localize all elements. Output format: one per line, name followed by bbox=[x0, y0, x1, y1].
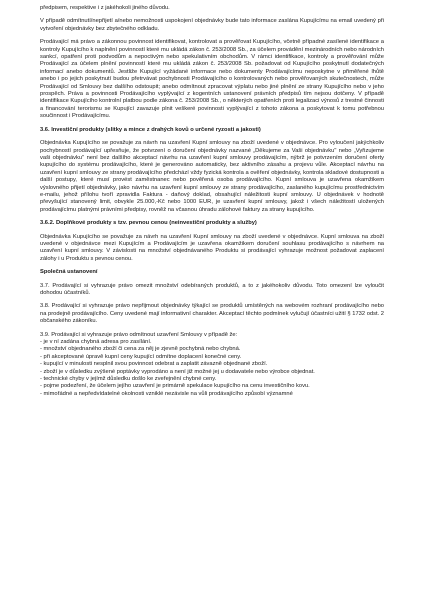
paragraph: 3.8. Prodávající si vyhrazuje právo nepřijmout objednávky týkající se produktů umístěných na webovém rozhraní prodávajícího nebo na prodejně prodávajícího. Ceny uvedené mají informativní charakter. Akceptací těchto podmínek vylučují účastníci užití § 1732 odst. 2 občanského zákoníku. bbox=[40, 303, 384, 325]
section-heading: 3.6. Investiční produkty (slitky a mince z drahých kovů o určené ryzosti a jakosti) bbox=[40, 126, 261, 133]
list-item: - při akceptované úpravě kupní ceny kupující odmítne doplacení konečné ceny. bbox=[40, 353, 242, 360]
section-heading: 3.6.2. Doplňkové produkty s tzv. pevnou cenou (neinvestiční produkty a služby) bbox=[40, 220, 257, 227]
paragraph: předpisem, respektive i z jakéhokoli jiného důvodu. bbox=[40, 5, 170, 11]
paragraph: Prodávající má právo a zákonnou povinnost identifikovat, kontrolovat a prověřovat Kupujícího, včetně případné zasílené identifikace a kontroly Kupujícího k naplnění povinností které mu ukládá zákon č. 253/2008 Sb., za účelem provádění mezinárodních nebo národních sankcí, opatření proti podvodům a nepoctivým nebo spekulativním obchodům. V rámci identifikace, kontroly a prověřování může Prodávající za účelem plnění povinností které mu ukládá zákon č. 253/2008 Sb. požadovat od Kupujícího poskytnutí dodatečných informací anebo dokumentů. Jestliže Kupující vyžádané informace nebo dokumenty Prodávajícímu neposkytne v přiměřené lhůtě anebo i po jejich poskytnutí budou přetrvávat pochybnosti Prodávajícího o kontrolovaných nebo prověřovaných skutečnostech, může Prodávající od Smlouvy bez dalšího odstoupit; anebo odmítnout zpracovat výplatu nebo jiné plnění ze strany Kupujícího nebo v jeho prospěch. Práva a povinnosti Prodávajícího vyplývající z kogentních ustanovení právních předpisů tím nejsou dotčeny. V případě identifikace Kupujícího kontrolní platbou podle zákona č. 253/2008 Sb., o některých opatřeních proti legalizaci výnosů z trestné činnosti a financování terorismu se Kupující zavazuje plnit veškeré povinnosti vyplývající z tohoto zákona a poskytovat k tomu potřebnou součinnost i Prodávajícímu. bbox=[40, 39, 384, 120]
section-heading: Společná ustanovení bbox=[40, 269, 98, 276]
list-item: - je v ní zadána chybná adresa pro zasílání. bbox=[40, 339, 152, 346]
paragraph: Objednávka Kupujícího se považuje za návrh na uzavření Kupní smlouvy na zboží uvedené v objednávce. Kupní smlouva na zboží uvedené v objednávce mezi Kupujícím a Prodávajícím je uzavřena okamžikem doručení souhlasu prodávajícího s návrhem na uzavření kupní smlouvy. V závislosti na množství objednávaného Produktu si prodávající vyhrazuje možnost požadovat zaplacení zálohy i u Produktu s pevnou cenou. bbox=[40, 233, 384, 262]
paragraph: Objednávka Kupujícího se považuje za návrh na uzavření Kupní smlouvy na zboží uvedené v objednávce. Pro vyloučení jakýchkoliv pochybností prodávající upřesňuje, že potvrzení o doručení objednávky nazvané „Děkujeme za Vaši objednávku" nebo „Vyřizujeme vaši objednávku" není bez dalšího akceptací návrhu na uzavření kupní smlouvy prodávajícím, nýbrž je potvrzením doručení oferty kupujícího do systému prodávajícího, které je generováno automaticky, bez aktivního zásahu a projevu vůle. Akceptací návrhu na uzavření kupní smlouvy ze strany prodávajícího předchází vždy fyzická kontrola a ověření objednávky, kontrola skladové dostupnosti a další postupy, které musí provést zaměstnanec nebo pověřená osoba prodávajícího. Kupní smlouva je uzavřena okamžikem výslovného přijetí objednávky, jako návrhu na uzavření kupní smlouvy ze strany prodávajícího, zaslaného kupujícímu prostřednictvím e-mailu, jehož přílohu tvoří zpravidla Faktura - daňový doklad, obsahující náležitosti kupní smlouvy. U objednávek v hodnotě převyšující stanovený limit, obvykle 25.000,-Kč nebo 1000 EUR, je uzavření kupní smlouvy, jakož i všech náležitostí uložených prodávajícímu platnými právními předpisy, rovněž na včasnou úhradu zálohové faktury za strany kupujícího. bbox=[40, 140, 384, 213]
list-item: - technické chyby v jejímž důsledku došlo ke zveřejnění chybné ceny. bbox=[40, 376, 217, 383]
list-item: - zboží je v důsledku zvýšené poptávky vyprodáno a není již možné jej u dodavatele nebo výrobce objednat. bbox=[40, 368, 315, 375]
list-item: - kupující v minulosti nesplnil svou povinnost odebrat a zaplatit závazně objednané zboží. bbox=[40, 361, 268, 368]
paragraph: 3.7. Prodávající si vyhrazuje právo omezit množství odebíraných produktů, a to z jakéhokoliv důvodu. Toto omezení lze vyloučit dohodou účastníků. bbox=[40, 282, 384, 296]
paragraph: 3.9. Prodávající si vyhrazuje právo odmítnout uzavření Smlouvy v případě že: bbox=[40, 331, 238, 338]
list-item: - množství objednaného zboží či cena za něj je zjevně pochybná nebo chybná. bbox=[40, 346, 241, 353]
condition-list bbox=[40, 339, 384, 398]
list-item: - pojme podezření, že účelem jejího uzavření je primárně spekulace kupujícího na cenu investičního kovu. bbox=[40, 383, 310, 390]
paragraph: V případě odmítnutí/nepřijetí a/nebo nemožnosti uspokojení objednávky bude tato informace zaslána Kupujícímu na email uvedený při vytvoření objednávky bez zbytečného odkladu. bbox=[40, 18, 384, 32]
list-item: - mimořádné a nepředvídatelné okolnosti vzniklé nezávisle na vůli prodávajícího způsobí významné bbox=[40, 390, 293, 397]
